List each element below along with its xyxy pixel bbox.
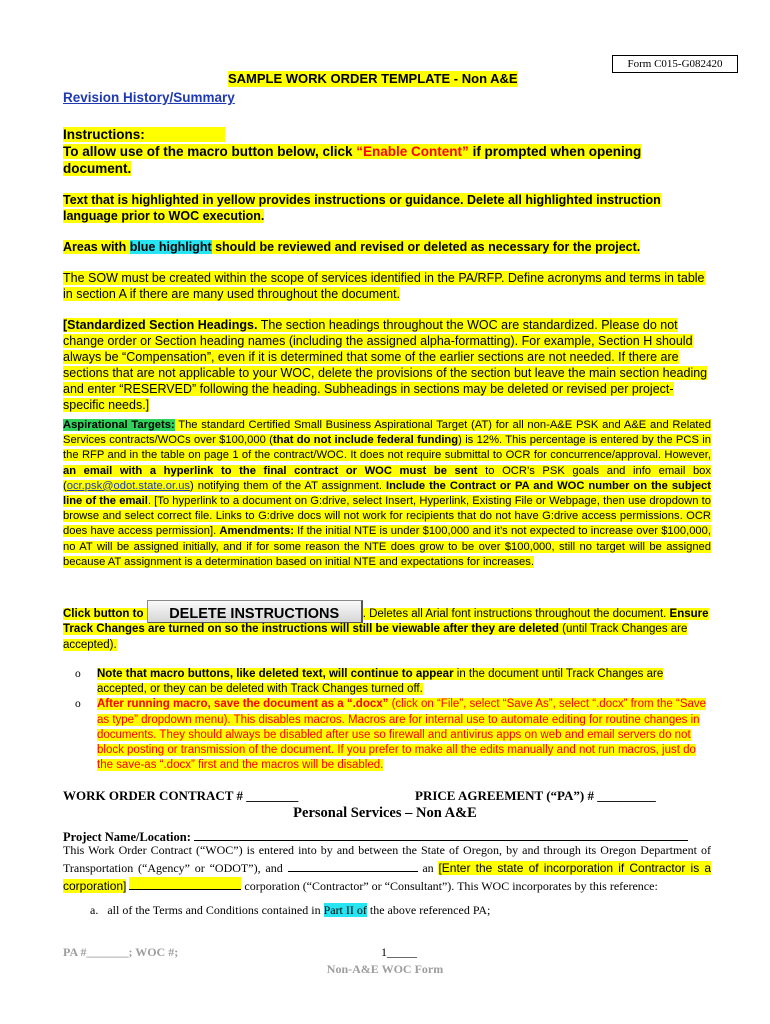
asp-text-1: The standard Certified Small Business Aspirational Target (AT) for all non-A&E PSK and A&E and Related Services contracts/WOCs over $100,000 (: [63, 419, 711, 447]
list-item: [63, 667, 711, 697]
woc-intro-text-4: corporation (“Contractor” or “Consultant”). This WOC incorporates by this reference:: [241, 879, 658, 893]
macro-note-bold: Note that macro buttons, like deleted text, will continue to appear: [97, 668, 454, 680]
asp-email-requirement: an email with a hyperlink to the final contract or WOC must be sent: [63, 464, 478, 477]
instructions-heading: Instructions:: [63, 127, 225, 142]
work-order-contract-number: WORK ORDER CONTRACT # ________: [63, 788, 299, 803]
state-of-incorporation-field[interactable]: [129, 877, 241, 890]
asp-amendments-text: If the initial NTE is under $100,000 and it’s not expected to increase over $100,000, no AT will be assigned initially, and if for some reason the NTE does grow to be over $100,000, still no target will be assigned because AT assignment is a determination based on initial NTE and expectations for increases.: [63, 525, 711, 568]
delete-instructions-button[interactable]: DELETE INSTRUCTIONS: [147, 600, 363, 624]
project-name-field[interactable]: [194, 827, 688, 841]
ocr-email-link[interactable]: ocr.psk@odot.state.or.us: [66, 479, 191, 492]
form-code-box: Form C015-G082420: [612, 55, 738, 73]
document-title: SAMPLE WORK ORDER TEMPLATE - Non A&E: [228, 71, 518, 86]
bullet-marker: o: [75, 698, 81, 711]
blue-instr-text-2: should be reviewed and revised or deleted as necessary for the project.: [211, 240, 641, 254]
asp-text-8: . [To hyperlink to a document on G:drive, select Insert, Hyperlink, Existing File or Webpage, then use dropdown to browse and select correct file. Links to G:drive docs will not work for recipients that do not have G:drive access permissions. OCR does have access permission].: [63, 495, 711, 538]
blue-instr-text-1: Areas with: [63, 240, 130, 254]
macro-note-text: in the document until Track Changes are accepted, or they can be deleted with Track Changes turned off.: [97, 668, 664, 696]
save-docx-note-bold: After running macro, save the document as a “.docx”: [97, 698, 389, 711]
sow-instruction: [63, 270, 711, 302]
sow-text: The SOW must be created within the scope of services identified in the PA/RFP. Define acronyms and terms in table in section A if there are many used throughout the document.: [63, 271, 705, 301]
save-docx-note-text: (click on “File”, select “Save As”, select “.docx” from the “Save as type” dropdown menu). This disables macros. Macros are for internal use to automate editing for routine changes in documents. They should always be disabled after use so firewall and antivirus apps on web and email servers do not block posting or transmission of the document. If you prefer to make all the edits manually and not run macros, just do the save-as “.docx” first and the macros will be disabled.: [97, 698, 707, 772]
footer-form-name: Non-A&E WOC Form: [326, 962, 444, 976]
blue-highlight-instruction: [63, 239, 711, 255]
blue-highlight-sample: blue highlight: [129, 240, 212, 254]
asp-text-3: ) is 12%. This percentage is entered by the PCS in the RFP and in the table on page 1 of the contract/WOC. It does not require submittal to OCR for concurrence/approval. However,: [63, 434, 711, 462]
yellow-highlight-instruction: [63, 192, 711, 224]
delete-button-description: . Deletes all Arial font instructions throughout the document.: [362, 607, 667, 620]
state-of-incorporation-instruction: [Enter the state of incorporation if Contractor is a corporation]: [63, 861, 711, 893]
terms-item-a: [90, 903, 490, 918]
instructions-heading-block: [63, 126, 711, 177]
footer-page-number: 1_____: [381, 945, 417, 959]
delete-instructions-block: [63, 600, 711, 653]
click-button-label: Click button to: [63, 607, 147, 620]
contract-subtitle: Personal Services – Non A&E: [293, 805, 477, 821]
item-a-letter: a.: [90, 903, 99, 917]
track-changes-warning: Ensure Track Changes are turned on so the instructions will still be viewable after they are deleted: [63, 607, 709, 635]
yellow-highlight-text: Text that is highlighted in yellow provides instructions or guidance. Delete all highlighted instruction language prior to WOC execution.: [63, 193, 661, 223]
woc-intro-paragraph: [63, 842, 711, 895]
macro-notes-list: [63, 667, 711, 773]
item-a-text-1: all of the Terms and Conditions contained in: [107, 903, 324, 917]
enable-content-text-2: if prompted when opening document.: [63, 144, 642, 176]
asp-subject-line: Include the Contract or PA and WOC number on the subject line of the email: [63, 479, 712, 508]
track-changes-note: (until Track Changes are accepted).: [63, 623, 688, 651]
standardized-headings-text: The section headings throughout the WOC are standardized. Please do not change order or Section heading names (including the assigned alpha-formatting). For example, Section H should always be “Compensation”, even if it is determined that some of the earlier sections are not needed. If there are sections that are not applicable to your WOC, delete the provisions of the section but leave the main section heading and enter “RESERVED” following the heading. Subheadings in sections may be deleted or revised per project-specific needs.]: [63, 318, 708, 412]
standardized-headings-instruction: [63, 317, 711, 413]
part-ii-reference: Part II of: [323, 903, 367, 917]
project-name-label: Project Name/Location:: [63, 830, 191, 844]
woc-intro-text-1: This Work Order Contract (“WOC”) is entered into by and between the State of Oregon, by and through its Oregon Department of Transportation (“Agency” or “ODOT”), and: [63, 843, 711, 875]
enable-content-quote: “Enable Content”: [356, 144, 469, 159]
asp-federal-funding: that do not include federal funding: [272, 434, 459, 447]
bullet-marker: o: [75, 668, 81, 680]
item-a-text-3: the above referenced PA;: [366, 903, 491, 917]
footer-pa-woc: PA #_______; WOC #;: [63, 945, 179, 959]
aspirational-targets-label: Aspirational Targets:: [63, 419, 175, 431]
price-agreement-number: PRICE AGREEMENT (“PA”) # _________: [415, 788, 656, 803]
list-item: [63, 697, 711, 773]
standardized-headings-label: [Standardized Section Headings.: [63, 318, 258, 332]
aspirational-targets-instruction: [63, 418, 711, 570]
amendments-label: Amendments:: [219, 525, 294, 538]
enable-content-text-1: To allow use of the macro button below, click: [63, 144, 357, 159]
revision-history-link[interactable]: Revision History/Summary: [63, 90, 235, 105]
asp-text-6: ) notifying them of the AT assignment.: [190, 479, 386, 492]
asp-text-5: to OCR’s PSK goals and info email box (: [63, 464, 711, 492]
woc-intro-text-2: an: [417, 861, 439, 875]
contractor-name-field[interactable]: [288, 859, 418, 872]
